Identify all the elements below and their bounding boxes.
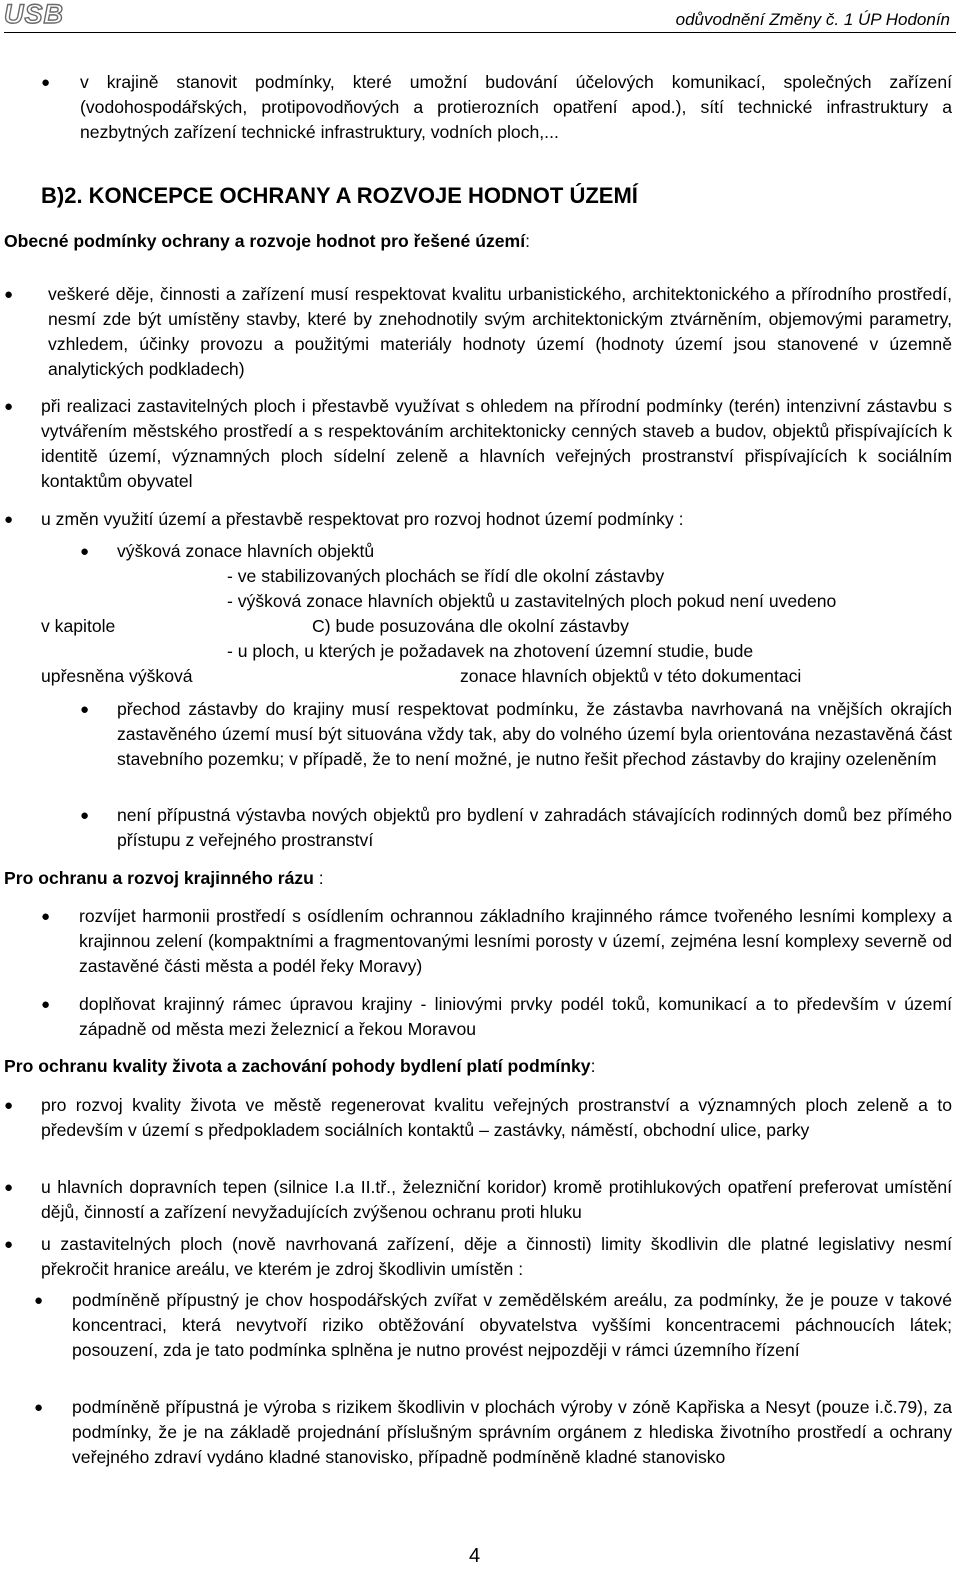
height-zoning-line: - u ploch, u kterých je požadavek na zhotovení územní studie, bude (227, 641, 754, 661)
height-zoning-line: C) bude posuzována dle okolní zástavby (312, 616, 629, 636)
header-rule (4, 32, 956, 33)
landscape-heading-colon: : (313, 868, 324, 888)
bullet-icon: ● (80, 807, 90, 824)
intro-bullet-text: v krajině stanovit podmínky, které umožní budování účelových komunikací, společných zařízení (vodohospodářských, protipovodňových a protierozních opatření apod.), sítí technické infrastruktury a nezbytných zařízení technické infrastruktury, vodních ploch,... (80, 72, 952, 142)
height-zoning-label: výšková zonace hlavních objektů (117, 541, 375, 561)
height-zoning-line: - výšková zonace hlavních objektů u zastavitelných ploch pokud není uvedeno (227, 591, 837, 611)
bullet-icon: ● (80, 701, 90, 718)
landscape-heading (4, 866, 324, 891)
document-title: odůvodnění Změny č. 1 ÚP Hodonín (675, 10, 950, 29)
bullet-icon: ● (4, 286, 14, 303)
general-heading-text: Obecné podmínky ochrany a rozvoje hodnot pro řešené území (4, 231, 526, 251)
bullet-icon: ● (4, 1179, 14, 1196)
height-zoning-line: zonace hlavních objektů v této dokumentaci (460, 666, 802, 686)
bullet-icon: ● (4, 511, 14, 528)
bullet-icon: ● (80, 543, 90, 560)
bullet-icon: ● (41, 74, 51, 91)
bullet-icon: ● (41, 908, 51, 925)
general-heading-colon: : (525, 231, 530, 251)
sub-item: není přípustná výstavba nových objektů pro bydlení v zahradách stávajících rodinných domů bez přímého přístupu z veřejného prostranství (117, 805, 952, 850)
landscape-item: rozvíjet harmonii prostředí s osídlením ochrannou základního krajinného rámce tvořeného lesními komplexy a krajinnou zelení (kompaktními a fragmentovanými lesními porosty v území, zejména lesní komplexy severně od zastavěné části města a podél řeky Moravy) (79, 906, 952, 976)
living-item: pro rozvoj kvality života ve městě regenerovat kvalitu veřejných prostranství a významných ploch zeleně a to především v území s předpokladem sociálních kontaktů – zastávky, náměstí, obchodní ulice, parky (41, 1095, 952, 1140)
section-heading: B)2. KONCEPCE OCHRANY A ROZVOJE HODNOT ÚZEMÍ (41, 183, 638, 208)
general-item: u změn využití území a přestavbě respektovat pro rozvoj hodnot území podmínky : (41, 509, 684, 529)
landscape-item: doplňovat krajinný rámec úpravou krajiny - liniovými prvky podél toků, komunikací a to především v území západně od města mezi železnicí a řekou Moravou (79, 994, 952, 1039)
page-number: 4 (469, 1545, 481, 1567)
sub-item: přechod zástavby do krajiny musí respektovat podmínku, že zástavba navrhovaná na vnějších okrajích zastavěného území musí být situována vždy tak, aby do volného území byla orientována nezastavěná část stavebního pozemku; v případě, že to není možné, je nutno řešit přechod zástavby do krajiny ozeleněním (117, 699, 952, 769)
living-heading (4, 1054, 595, 1079)
bullet-icon: ● (34, 1399, 44, 1416)
bullet-icon: ● (4, 398, 14, 415)
height-zoning-line: - ve stabilizovaných plochách se řídí dle okolní zástavby (227, 566, 665, 586)
general-item: veškeré děje, činnosti a zařízení musí respektovat kvalitu urbanistického, architektonického a přírodního prostředí, nesmí zde být umístěny stavby, které by znehodnotily svým architektonickým ztvárněním, objemovými parametry, vzhledem, účinky provozu a použitými materiály hodnoty území (hodnoty území jsou stanovené v územně analytických podkladech) (48, 284, 952, 379)
living-item: u hlavních dopravních tepen (silnice I.a II.tř., železniční koridor) kromě protihlukových opatření preferovat umístění dějů, činností a zařízení nevyžadujících zvýšenou ochranu proti hluku (41, 1177, 952, 1222)
general-item: při realizaci zastavitelných ploch i přestavbě využívat s ohledem na přírodní podmínky (terén) intenzivní zástavbu s vytvářením městského prostředí a s respektováním architektonicky cenných staveb a budov, objektů přispívajících k identitě území, významných ploch sídelní zeleně a hlavních veřejných prostranství přispívajících k sociálním kontaktům obyvatel (41, 396, 952, 491)
bullet-icon: ● (4, 1236, 14, 1253)
living-item: u zastavitelných ploch (nově navrhovaná zařízení, děje a činnosti) limity škodlivin dle platné legislativy nesmí překročit hranice areálu, ve kterém je zdroj škodlivin umístěn : (41, 1234, 952, 1279)
living-heading-colon: : (590, 1056, 596, 1076)
living-sub-item: podmíněně přípustný je chov hospodářských zvířat v zemědělském areálu, za podmínky, že je pouze v takové koncentraci, která nevytvoří riziko obtěžování obyvatelstva vyššími koncentracemi páchnoucích látek; posouzení, zda je tato podmínka splněna je nutno provést nejpozději v rámci územního řízení (72, 1290, 952, 1360)
height-zoning-line: v kapitole (41, 616, 116, 636)
general-conditions-heading (4, 229, 530, 254)
bullet-icon: ● (34, 1292, 44, 1309)
living-heading-text: Pro ochranu kvality života a zachování pohody bydlení platí podmínky (4, 1056, 591, 1076)
bullet-icon: ● (41, 996, 51, 1013)
page-header (0, 0, 960, 34)
height-zoning-line: upřesněna výšková (41, 666, 193, 686)
landscape-heading-text: Pro ochranu a rozvoj krajinného rázu (4, 868, 314, 888)
living-sub-item: podmíněně přípustná je výroba s rizikem škodlivin v plochách výroby v zóně Kapřiska a Nesyt (pouze i.č.79), za podmínky, že je na základě projednání příslušným správním orgánem z hlediska životního prostředí a ochrany veřejného zdraví vydáno kladné stanovisko, případně podmíněně kladné stanovisko (72, 1397, 952, 1467)
usb-logo: USB (4, 0, 65, 29)
bullet-icon: ● (4, 1097, 14, 1114)
